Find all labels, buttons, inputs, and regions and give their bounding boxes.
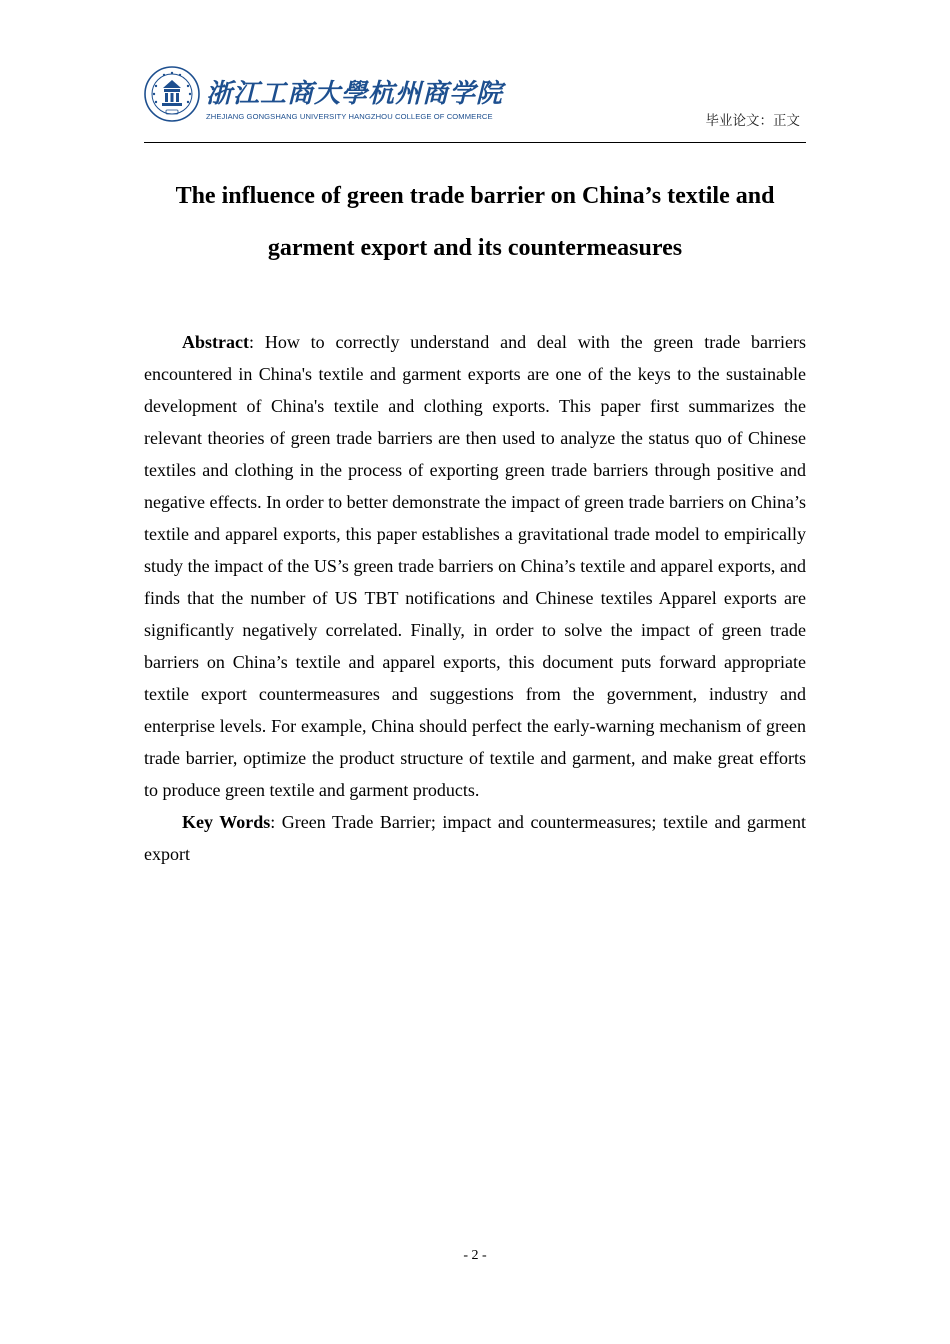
keywords-label: Key Words xyxy=(182,812,271,832)
abstract-text: : How to correctly understand and deal with the green trade barriers encountered in China's textile and garment exports are one of the keys to the sustainable development of China's textile and clothing exports. This paper first summarizes the relevant theories of green trade barriers are then used to analyze the status quo of Chinese textiles and clothing in the process of exporting green trade barriers through positive and negative effects. In order to better demonstrate the impact of green trade barriers on China’s textile and apparel exports, this paper establishes a gravitational trade model to empirically study the impact of the US’s green trade barriers on China’s textile and apparel exports, and finds that the number of US TBT notifications and Chinese textiles Apparel exports are significantly negatively correlated. Finally, in order to solve the impact of green trade barriers on China’s textile and apparel exports, this document puts forward appropriate textile export countermeasures and suggestions from the government, industry and enterprise levels. For example, China should perfect the early-warning mechanism of green trade barrier, optimize the product structure of textile and garment, and make great efforts to produce green textile and garment products. xyxy=(144,332,806,800)
page-header xyxy=(144,66,806,143)
page-number: - 2 - xyxy=(463,1248,487,1263)
keywords-paragraph xyxy=(144,806,806,870)
header-section-label: 毕业论文：正文 xyxy=(705,113,800,129)
university-logo xyxy=(206,72,506,122)
logo-english-name: ZHEJIANG GONGSHANG UNIVERSITY HANGZHOU COLLEGE OF COMMERCE xyxy=(206,112,493,121)
header-divider xyxy=(144,142,806,143)
keywords-text: : Green Trade Barrier; impact and countermeasures; textile and garment export xyxy=(144,812,806,864)
abstract-paragraph xyxy=(144,326,806,806)
paper-title-line-2: garment export and its countermeasures xyxy=(267,235,683,261)
university-seal-icon xyxy=(144,66,200,122)
paper-title xyxy=(144,170,806,274)
paper-title-line-1: The influence of green trade barrier on China’s textile and xyxy=(175,183,775,209)
logo-chinese-name: 浙江工商大學杭州商学院 xyxy=(206,79,504,109)
abstract-section xyxy=(144,326,806,870)
abstract-label: Abstract xyxy=(182,332,249,352)
